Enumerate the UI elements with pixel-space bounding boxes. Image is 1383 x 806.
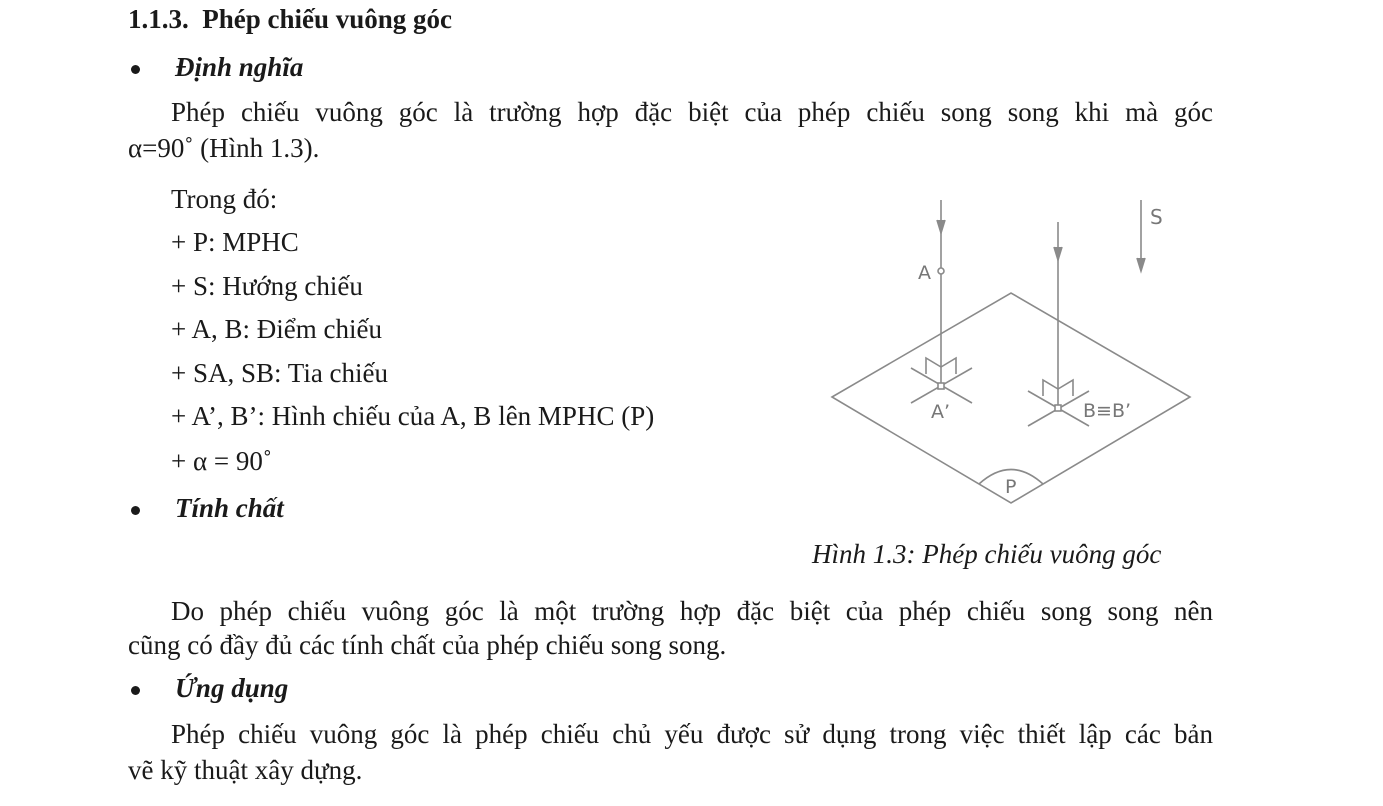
arrow-head-icon [937,220,945,233]
legend-intro: Trong đó: [171,184,278,214]
figure-caption: Hình 1.3: Phép chiếu vuông góc [812,539,1162,569]
bullet-label: Tính chất [175,493,284,523]
legend-item: + SA, SB: Tia chiếu [171,358,389,388]
application-paragraph-line1: Phép chiếu vuông góc là phép chiếu chủ yếu được sử dụng trong việc thiết lập các bản [171,719,1213,749]
section-number: 1.1.3. [128,4,189,34]
label-point-a-prime: A’ [931,401,951,423]
projection-plane [832,293,1190,503]
label-plane-p: P [1005,476,1017,498]
point-a [938,268,944,274]
section-title: Phép chiếu vuông góc [202,4,453,34]
properties-paragraph-line2: cũng có đầy đủ các tính chất của phép chiếu song song. [128,630,727,660]
bullet-label: Ứng dụng [175,673,289,703]
arrow-head-icon [1137,258,1145,271]
arrow-head-icon [1054,247,1062,260]
legend-item: + P: MPHC [171,227,299,257]
label-direction-s: S [1150,205,1163,229]
application-paragraph-line2: vẽ kỹ thuật xây dựng. [128,755,363,785]
legend-item: + α = 90˚ [171,446,272,476]
label-point-a: A [918,262,931,284]
legend-item: + A’, B’: Hình chiếu của A, B lên MPHC (P) [171,401,655,431]
bullet-application [131,673,431,705]
bullet-label: Định nghĩa [175,52,304,82]
legend-item: + A, B: Điểm chiếu [171,314,382,344]
definition-paragraph-line1: Phép chiếu vuông góc là trường hợp đặc biệt của phép chiếu song song khi mà góc [171,97,1213,127]
properties-paragraph-line1: Do phép chiếu vuông góc là một trường hợp đặc biệt của phép chiếu song song nên [171,596,1213,626]
bullet-dot-icon [131,686,140,695]
label-point-b: B≡B’ [1083,400,1132,422]
legend-item: + S: Hướng chiếu [171,271,363,301]
definition-paragraph-line2: α=90˚ (Hình 1.3). [128,133,320,163]
